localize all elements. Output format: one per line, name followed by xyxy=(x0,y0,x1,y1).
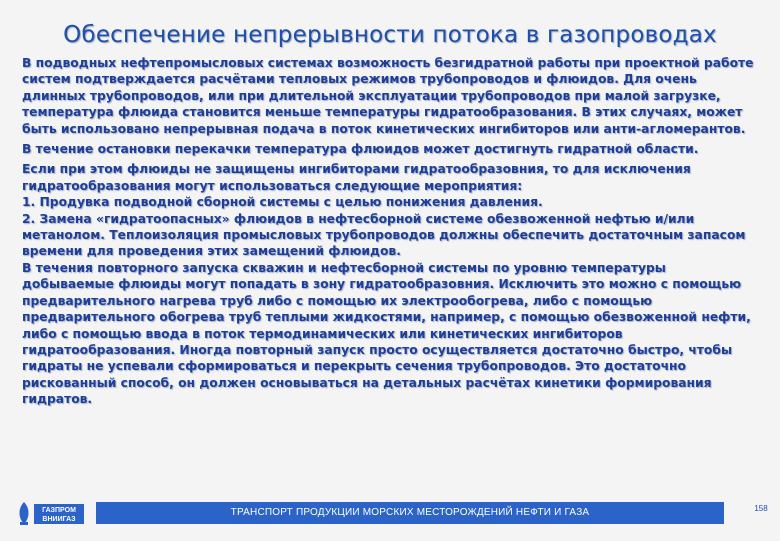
measure-item-1: 1. Продувка подводной сборной системы с целью понижения давления. xyxy=(22,195,543,210)
gazprom-logo xyxy=(14,492,88,536)
paragraph-intro: В подводных нефтепромысловых системах возможность безгидратной работы при проектной работе систем подтверждается расчётами тепловых режимов трубопроводов и флюидов. Для очень длинных трубопроводов, или при длительной эксплуатации трубопроводов при малой загрузке, температура флюида становится меньше температуры гидратообразования. В этих случаях, может быть использовано непрерывная подача в поток кинетических ингибиторов или анти-агломерантов. xyxy=(22,56,754,136)
page-number: 158 xyxy=(754,504,768,513)
slide-title: Обеспечение непрерывности потока в газопроводах xyxy=(63,22,717,48)
paragraph-restart: В течения повторного запуска скважин и нефтесборной системы по уровню температуры добываемые флюиды могут попадать в зону гидратообразовния. Исключить это можно с помощью предварительного нагрева труб либо с помощью их электрообогрева, либо с помощью предварительного обогрева труб теплыми жидкостями, например, с помощью обезвоженной нефти, либо с помощью ввода в поток термодинамических или кинетических ингибиторов гидратообразования. Иногда повторный запуск просто осуществляется достаточно быстро, чтобы гидраты не успевали сформироваться и перекрыть сечения трубопроводов. Это достаточно рискованный способ, он должен основываться на детальных расчётах кинетики формирования гидратов. xyxy=(22,260,751,407)
logo-text-1: ГАЗПРОМ xyxy=(42,507,76,514)
measure-item-2: 2. Замена «гидратоопасных» флюидов в нефтесборной системе обезвоженной нефтью и/или метанолом. Теплоизоляция промысловых трубопроводов должны обеспечить достаточным запасом времени для проведения этих замещений флюидов. xyxy=(22,211,746,259)
footer xyxy=(0,492,780,540)
logo-text-2: ВНИИГАЗ xyxy=(42,516,76,523)
footer-bar: ТРАНСПОРТ ПРОДУКЦИИ МОРСКИХ МЕСТОРОЖДЕНИЙ НЕФТИ И ГАЗА xyxy=(96,502,724,524)
paragraph-measures: Если при этом флюиды не защищены ингибиторами гидратообразовния, то для исключения гидратообразования могут использоваться следующие мероприятия: xyxy=(22,162,691,193)
paragraph-shutdown: В течение остановки перекачки температура флюидов может достигнуть гидратной области. xyxy=(22,142,699,157)
slide-body xyxy=(22,55,760,408)
